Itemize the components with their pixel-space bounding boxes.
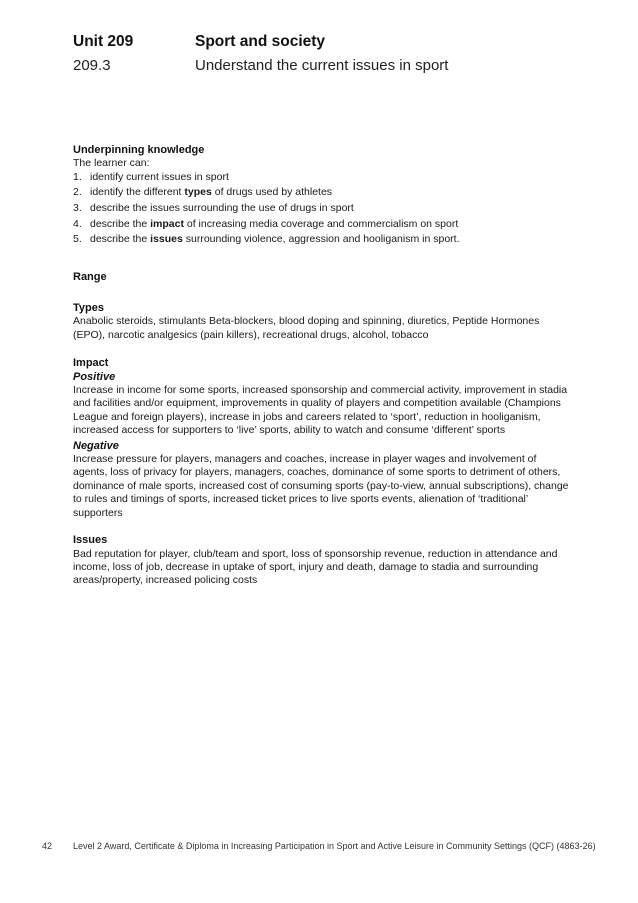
outcomes-list	[73, 171, 573, 247]
types-text: Anabolic steroids, stimulants Beta-blockers, blood doping and spinning, diuretics, Peptide Hormones (EPO), narcotic analgesics (pain killers), recreational drugs, alcohol, tobacco	[73, 315, 540, 341]
underpinning-heading: Underpinning knowledge	[73, 144, 205, 156]
underpinning-section	[73, 144, 573, 247]
range-section	[73, 271, 573, 588]
outcome-title: Understand the current issues in sport	[195, 57, 449, 74]
list-item-text: describe the issues surrounding the use of drugs in sport	[90, 202, 354, 214]
content-body	[73, 144, 573, 588]
unit-header	[73, 33, 593, 81]
range-heading: Range	[73, 270, 107, 283]
positive-text: Increase in income for some sports, increased sponsorship and commercial activity, improvement in stadia and facilities and/or equipment, improvements in quality of players and competition available (Champions League and foreign players), increase in jobs and careers related to ‘sport’, reduction in hooliganism, increased access for supporters to ‘live’ sports, ability to watch and consume ‘different’ sports	[73, 384, 568, 437]
list-item-number: 3.	[73, 202, 82, 214]
list-item-text: identify current issues in sport	[90, 170, 229, 183]
outcome-number: 209.3	[73, 57, 111, 74]
underpinning-intro: The learner can:	[73, 157, 150, 170]
unit-number: Unit 209	[73, 33, 134, 50]
impact-block	[73, 357, 573, 520]
list-item	[73, 218, 573, 231]
list-item-number: 4.	[73, 217, 82, 230]
page-number: 42	[42, 841, 53, 851]
list-item-number: 5.	[73, 233, 82, 246]
outcome-row	[73, 57, 593, 81]
positive-heading: Positive	[73, 370, 116, 383]
list-item-text: describe the impact of increasing media coverage and commercialism on sport	[90, 217, 459, 230]
types-heading: Types	[73, 302, 104, 314]
list-item	[73, 233, 573, 246]
footer-text: Level 2 Award, Certificate & Diploma in Increasing Participation in Sport and Active Leisure in Community Settings (QCF) (4863-26)	[73, 841, 596, 851]
list-item-number: 2.	[73, 186, 82, 199]
list-item	[73, 202, 573, 215]
list-item	[73, 171, 573, 184]
unit-title: Sport and society	[195, 33, 326, 50]
list-item	[73, 186, 573, 199]
negative-text: Increase pressure for players, managers and coaches, increase in player wages and involvement of agents, loss of privacy for players, managers, coaches, dominance of some sports to detriment of others, dominance of male sports, increased cost of consuming sports (pay-to-view, annual subscriptions), change to rules and timings of sports, increased ticket prices to live sports events, alienation of ‘traditional’ supporters	[73, 453, 569, 519]
impact-heading: Impact	[73, 357, 109, 370]
list-item-text: identify the different types of drugs used by athletes	[90, 186, 333, 199]
unit-row	[73, 33, 593, 57]
issues-heading: Issues	[73, 534, 108, 547]
page-footer	[42, 840, 602, 852]
types-block	[73, 302, 573, 342]
negative-heading: Negative	[73, 439, 119, 452]
list-item-text: describe the issues surrounding violence, aggression and hooliganism in sport.	[90, 233, 460, 246]
list-item-number: 1.	[73, 170, 82, 183]
issues-block	[73, 534, 573, 588]
issues-text: Bad reputation for player, club/team and sport, loss of sponsorship revenue, reduction in attendance and income, loss of job, decrease in uptake of sport, injury and death, damage to stadia and surrounding areas/property, increased policing costs	[73, 547, 558, 587]
